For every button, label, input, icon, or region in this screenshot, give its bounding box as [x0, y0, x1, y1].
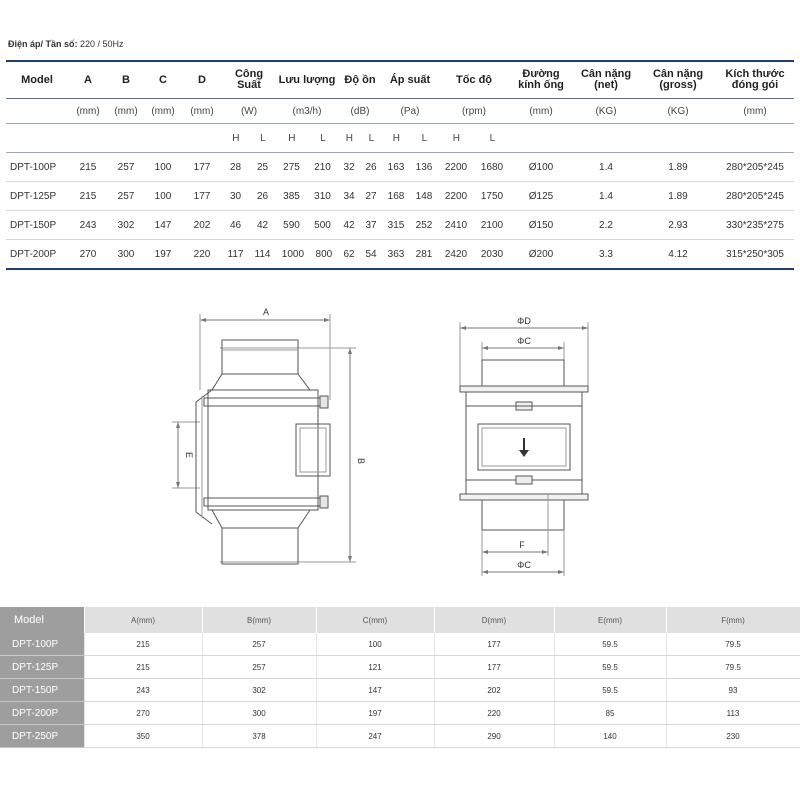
dim-value: 59.5 — [554, 679, 666, 702]
spec-value: 1.4 — [572, 182, 640, 211]
dim-header: E(mm) — [554, 607, 666, 633]
spec-cell-hl — [222, 182, 276, 211]
dim-value: 85 — [554, 702, 666, 725]
dim-model: DPT-200P — [0, 702, 84, 725]
dim-value: 113 — [666, 702, 800, 725]
dim-value: 302 — [202, 679, 316, 702]
dim-value: 140 — [554, 725, 666, 748]
spec-row — [6, 211, 794, 240]
spec-header: C — [144, 61, 182, 99]
spec-value: 27 — [365, 190, 377, 202]
dim-value: 257 — [202, 656, 316, 679]
spec-value: 46 — [229, 219, 242, 231]
spec-header: Lưu lượng — [276, 61, 338, 99]
dim-value: 300 — [202, 702, 316, 725]
spec-unit: (mm) — [108, 99, 144, 124]
voltage-frequency — [8, 39, 124, 49]
dim-value: 93 — [666, 679, 800, 702]
dim-model: DPT-250P — [0, 725, 84, 748]
dim-value: 121 — [316, 656, 434, 679]
spec-unit — [6, 99, 68, 124]
spec-value: 302 — [108, 211, 144, 240]
spec-cell-hl — [438, 153, 510, 182]
spec-value: 220 — [182, 240, 222, 270]
spec-header-row — [6, 61, 794, 99]
dim-row — [0, 633, 800, 656]
spec-header: D — [182, 61, 222, 99]
spec-header: Độ ồn — [338, 61, 382, 99]
spec-value: 215 — [68, 182, 108, 211]
spec-value: 54 — [365, 248, 377, 260]
dim-header: C(mm) — [316, 607, 434, 633]
spec-value: 30 — [229, 190, 242, 202]
dim-value: 243 — [84, 679, 202, 702]
spec-cell-hl — [438, 211, 510, 240]
hl-h: H — [288, 132, 296, 144]
dim-header-row — [0, 607, 800, 633]
dim-row — [0, 725, 800, 748]
spec-model: DPT-125P — [6, 182, 68, 211]
dim-label-a: A — [262, 307, 270, 317]
spec-value: 177 — [182, 182, 222, 211]
spec-value: 243 — [68, 211, 108, 240]
spec-unit: (rpm) — [438, 99, 510, 124]
spec-value: Ø200 — [510, 240, 572, 270]
spec-value: 4.12 — [640, 240, 716, 270]
spec-value: 202 — [182, 211, 222, 240]
spec-model: DPT-100P — [6, 153, 68, 182]
dim-value: 247 — [316, 725, 434, 748]
spec-cell-hl — [222, 211, 276, 240]
hl-h: H — [452, 132, 461, 144]
dim-value: 378 — [202, 725, 316, 748]
spec-value: 2200 — [444, 161, 468, 173]
spec-value: 270 — [68, 240, 108, 270]
dim-value: 257 — [202, 633, 316, 656]
spec-value: 280*205*245 — [716, 182, 794, 211]
spec-cell-hl — [276, 182, 338, 211]
spec-value: 26 — [256, 190, 269, 202]
spec-value: 1750 — [480, 190, 504, 202]
spec-value: 28 — [229, 161, 242, 173]
spec-value: 117 — [227, 248, 244, 260]
spec-value: 275 — [283, 161, 300, 173]
spec-value: 3.3 — [572, 240, 640, 270]
spec-value: 330*235*275 — [716, 211, 794, 240]
spec-value: 42 — [343, 219, 355, 231]
spec-unit: (mm) — [716, 99, 794, 124]
spec-model: DPT-200P — [6, 240, 68, 270]
spec-value: 281 — [415, 248, 433, 260]
spec-unit: (dB) — [338, 99, 382, 124]
spec-value: 136 — [415, 161, 433, 173]
spec-value: 500 — [314, 219, 331, 231]
dim-label-f: F — [519, 540, 525, 550]
dimension-table — [0, 607, 800, 748]
spec-value: 215 — [68, 153, 108, 182]
spec-cell-hl — [222, 153, 276, 182]
spec-table — [6, 60, 794, 270]
spec-cell-hl — [276, 211, 338, 240]
spec-value: 163 — [387, 161, 405, 173]
dim-value: 177 — [434, 633, 554, 656]
spec-value: 1680 — [480, 161, 504, 173]
spec-header: Áp suất — [382, 61, 438, 99]
spec-cell-hl — [438, 240, 510, 270]
hl-l: L — [368, 132, 375, 144]
spec-cell-hl — [382, 211, 438, 240]
dim-row — [0, 702, 800, 725]
front-view-drawing — [448, 310, 598, 585]
hl-l: L — [320, 132, 326, 144]
spec-cell-hl — [222, 240, 276, 270]
spec-value: 280*205*245 — [716, 153, 794, 182]
dim-value: 350 — [84, 725, 202, 748]
spec-value: 590 — [283, 219, 300, 231]
dim-value: 59.5 — [554, 656, 666, 679]
spec-value: 1.89 — [640, 182, 716, 211]
dim-row — [0, 679, 800, 702]
spec-value: 147 — [144, 211, 182, 240]
spec-unit: (mm) — [68, 99, 108, 124]
spec-value: 1.89 — [640, 153, 716, 182]
spec-value: 257 — [108, 153, 144, 182]
spec-cell-hl — [338, 153, 382, 182]
spec-header: Model — [6, 61, 68, 99]
dim-value: 215 — [84, 656, 202, 679]
dim-value: 197 — [316, 702, 434, 725]
spec-unit: (KG) — [640, 99, 716, 124]
spec-value: 2.93 — [640, 211, 716, 240]
spec-value: 310 — [314, 190, 331, 202]
dim-value: 290 — [434, 725, 554, 748]
spec-value: 62 — [343, 248, 355, 260]
spec-value: 210 — [314, 161, 331, 173]
spec-value: Ø150 — [510, 211, 572, 240]
dim-label-c-bottom: ΦC — [517, 560, 531, 570]
spec-value: 1000 — [281, 248, 305, 260]
voltage-value: 220 / 50Hz — [80, 39, 124, 49]
spec-cell-hl — [382, 182, 438, 211]
spec-unit: (mm) — [510, 99, 572, 124]
spec-cell-hl — [338, 182, 382, 211]
spec-unit: (W) — [222, 99, 276, 124]
hl-l: L — [260, 132, 266, 144]
spec-row — [6, 240, 794, 270]
dim-label-c-top: ΦC — [517, 336, 531, 346]
spec-header: Tốc độ — [438, 61, 510, 99]
spec-value: 100 — [144, 153, 182, 182]
spec-unit: (m3/h) — [276, 99, 338, 124]
spec-cell-hl — [338, 211, 382, 240]
hl-l: L — [421, 132, 428, 144]
dim-header: A(mm) — [84, 607, 202, 633]
spec-value: 37 — [365, 219, 377, 231]
spec-value: 1.4 — [572, 153, 640, 182]
dim-header: Model — [0, 607, 84, 633]
spec-value: 177 — [182, 153, 222, 182]
dim-row — [0, 656, 800, 679]
spec-cell-hl — [382, 153, 438, 182]
spec-cell-hl — [338, 240, 382, 270]
spec-header: Công Suất — [222, 61, 276, 99]
spec-value: Ø100 — [510, 153, 572, 182]
spec-value: 2100 — [480, 219, 504, 231]
spec-value: 315 — [387, 219, 405, 231]
dim-value: 270 — [84, 702, 202, 725]
dim-model: DPT-150P — [0, 679, 84, 702]
spec-value: 42 — [256, 219, 269, 231]
hl-h: H — [232, 132, 240, 144]
spec-value: 100 — [144, 182, 182, 211]
hl-h: H — [392, 132, 401, 144]
spec-value: 2030 — [480, 248, 504, 260]
dim-label-d: ΦD — [517, 316, 531, 326]
spec-cell-hl — [276, 153, 338, 182]
spec-hl-row — [6, 124, 794, 153]
side-view-drawing — [160, 300, 380, 590]
spec-value: 800 — [315, 248, 333, 260]
spec-value: 363 — [387, 248, 405, 260]
dim-value: 220 — [434, 702, 554, 725]
spec-value: 114 — [254, 248, 271, 260]
dim-model: DPT-125P — [0, 656, 84, 679]
dim-label-e: E — [184, 452, 194, 459]
dim-value: 100 — [316, 633, 434, 656]
spec-value: 32 — [343, 161, 355, 173]
spec-header: Kích thước đóng gói — [716, 61, 794, 99]
spec-value: 300 — [108, 240, 144, 270]
voltage-label: Điện áp/ Tần số: — [8, 39, 78, 49]
spec-header: Cân nặng (gross) — [640, 61, 716, 99]
dim-header: F(mm) — [666, 607, 800, 633]
spec-cell-hl — [382, 240, 438, 270]
spec-cell-hl — [438, 182, 510, 211]
spec-value: 2200 — [444, 190, 468, 202]
spec-unit: (Pa) — [382, 99, 438, 124]
spec-value: 197 — [144, 240, 182, 270]
dim-label-b: B — [356, 458, 366, 465]
spec-value: 25 — [256, 161, 269, 173]
spec-row — [6, 182, 794, 211]
spec-value: 252 — [415, 219, 433, 231]
spec-value: 26 — [365, 161, 377, 173]
spec-cell-hl — [276, 240, 338, 270]
spec-value: Ø125 — [510, 182, 572, 211]
spec-unit: (mm) — [144, 99, 182, 124]
spec-value: 385 — [283, 190, 300, 202]
dim-value: 59.5 — [554, 633, 666, 656]
spec-model: DPT-150P — [6, 211, 68, 240]
dim-model: DPT-100P — [0, 633, 84, 656]
spec-header: Cân nặng (net) — [572, 61, 640, 99]
spec-row — [6, 153, 794, 182]
dim-value: 202 — [434, 679, 554, 702]
spec-header: A — [68, 61, 108, 99]
spec-value: 2.2 — [572, 211, 640, 240]
dim-header: B(mm) — [202, 607, 316, 633]
spec-units-row — [6, 99, 794, 124]
spec-value: 168 — [387, 190, 405, 202]
spec-unit: (mm) — [182, 99, 222, 124]
dim-value: 147 — [316, 679, 434, 702]
dim-value: 230 — [666, 725, 800, 748]
spec-value: 2410 — [444, 219, 468, 231]
hl-h: H — [345, 132, 354, 144]
spec-unit: (KG) — [572, 99, 640, 124]
spec-value: 315*250*305 — [716, 240, 794, 270]
dim-value: 79.5 — [666, 633, 800, 656]
spec-value: 2420 — [444, 248, 468, 260]
spec-value: 34 — [343, 190, 355, 202]
dim-value: 79.5 — [666, 656, 800, 679]
dim-value: 177 — [434, 656, 554, 679]
hl-l: L — [489, 132, 496, 144]
spec-value: 148 — [415, 190, 433, 202]
spec-header: Đường kính ống — [510, 61, 572, 99]
dim-header: D(mm) — [434, 607, 554, 633]
dim-value: 215 — [84, 633, 202, 656]
spec-header: B — [108, 61, 144, 99]
spec-value: 257 — [108, 182, 144, 211]
